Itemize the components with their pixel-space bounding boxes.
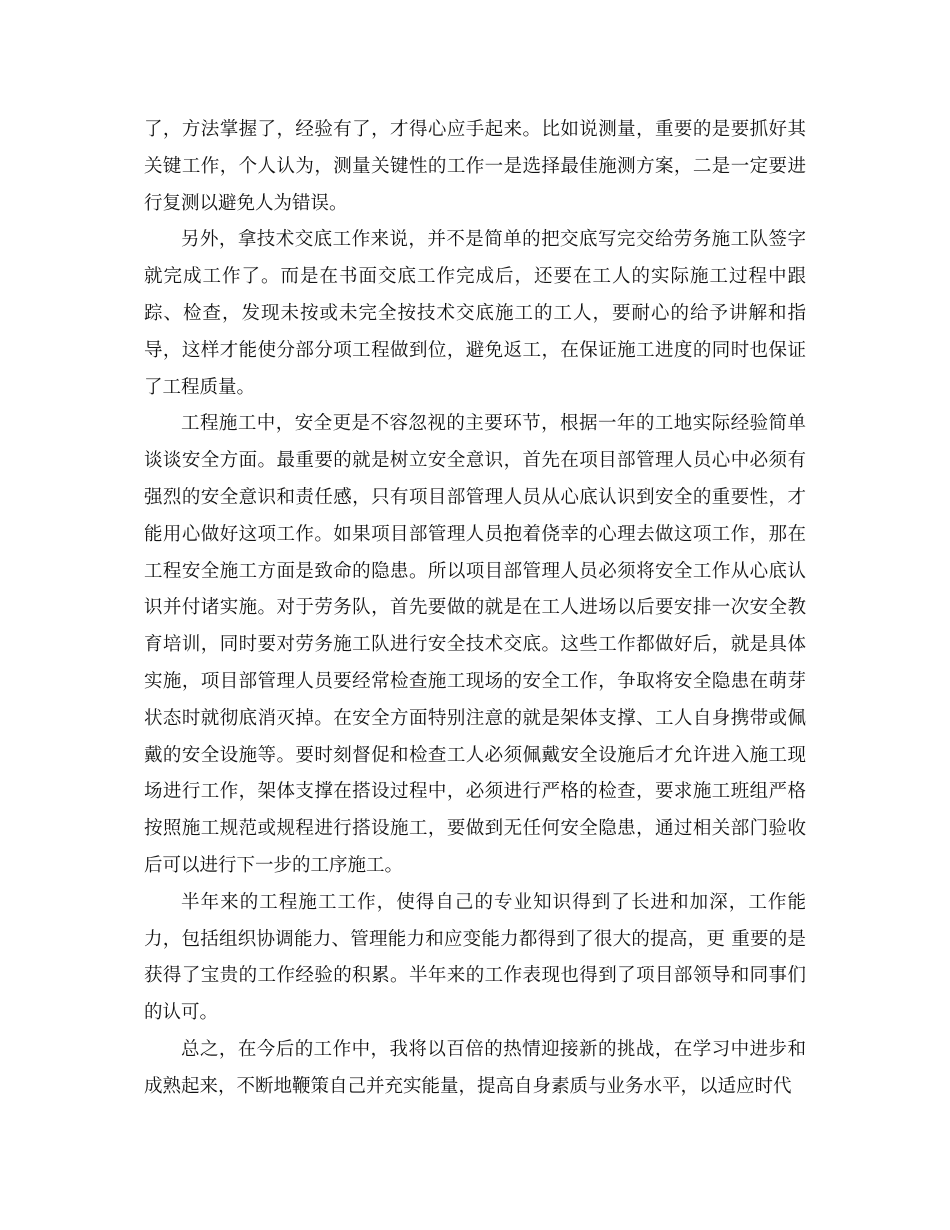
paragraph-conclusion: 总之，在今后的工作中，我将以百倍的热情迎接新的挑战，在学习中进步和成熟起来，不断地鞭策自己并充实能量，提高自身素质与业务水平，以适应时代 bbox=[144, 1038, 806, 1097]
paragraph-half-year-summary: 半年来的工程施工工作，使得自己的专业知识得到了长进和加深，工作能力，包括组织协调能力、管理能力和应变能力都得到了很大的提高，更 重要的是获得了宝贵的工作经验的积累。半年来的工作表现也得到了项目部领导和同事们的认可。 bbox=[144, 891, 806, 1024]
paragraph-safety: 工程施工中，安全更是不容忽视的主要环节，根据一年的工地实际经验简单谈谈安全方面。最重要的就是树立安全意识，首先在项目部管理人员心中必须有强烈的安全意识和责任感，只有项目部管理人员从心底认识到安全的重要性，才能用心做好这项工作。如果项目部管理人员抱着侥幸的心理去做这项工作，那在工程安全施工方面是致命的隐患。所以项目部管理人员必须将安全工作从心底认识并付诸实施。对于劳务队，首先要做的就是在工人进场以后要安排一次安全教育培训，同时要对劳务施工队进行安全技术交底。这些工作都做好后，就是具体实施，项目部管理人员要经常检查施工现场的安全工作，争取将安全隐患在萌芽状态时就彻底消灭掉。在安全方面特别注意的就是架体支撑、工人自身携带或佩戴的安全设施等。要时刻督促和检查工人必须佩戴安全设施后才允许进入施工现场进行工作，架体支撑在搭设过程中，必须进行严格的检查，要求施工班组严格按照施工规范或规程进行搭设施工，要做到无任何安全隐患，通过相关部门验收后可以进行下一步的工序施工。 bbox=[144, 413, 806, 876]
paragraph-survey-work: 了，方法掌握了，经验有了，才得心应手起来。比如说测量，重要的是要抓好其关键工作，个人认为，测量关键性的工作一是选择最佳施测方案，二是一定要进行复测以避免人为错误。 bbox=[144, 119, 806, 214]
document-body bbox=[144, 112, 806, 1106]
paragraph-technical-disclosure: 另外，拿技术交底工作来说，并不是简单的把交底写完交给劳务施工队签字就完成工作了。而是在书面交底工作完成后，还要在工人的实际施工过程中跟踪、检查，发现未按或未完全按技术交底施工的工人，要耐心的给予讲解和指导，这样才能使分部分项工程做到位，避免返工，在保证施工进度的同时也保证了工程质量。 bbox=[144, 229, 806, 398]
